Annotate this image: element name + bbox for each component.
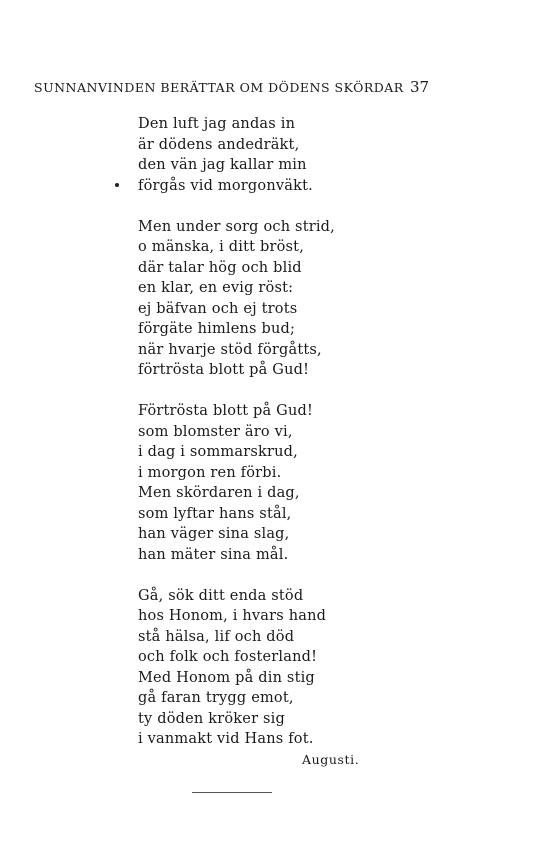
- stanza-2: [138, 217, 498, 381]
- poem-line: han väger sina slag,: [138, 526, 290, 542]
- poem-line: gå faran trygg emot,: [138, 690, 294, 706]
- poem-line: där talar hög och blid: [138, 259, 302, 276]
- poem-line: Men skördaren i dag,: [138, 485, 300, 501]
- poem-line: som lyftar hans stål,: [138, 505, 292, 522]
- poem-line: i morgon ren förbi.: [138, 464, 282, 481]
- poem-line: förgäte himlens bud;: [138, 321, 296, 337]
- page-number: 37: [410, 78, 430, 96]
- stanza-1: [138, 114, 498, 196]
- poem-line: förgås vid morgonväkt.: [138, 177, 313, 194]
- poem-line: o mänska, i ditt bröst,: [138, 239, 305, 255]
- poem: [138, 114, 498, 770]
- stanza-3: [138, 401, 498, 565]
- poem-line: när hvarje stöd förgåtts,: [138, 341, 322, 358]
- poem-line: Förtrösta blott på Gud!: [138, 403, 314, 419]
- poem-line: i dag i sommarskrud,: [138, 444, 298, 460]
- poem-signature: Augusti.: [302, 752, 360, 767]
- poem-line: han mäter sina mål.: [138, 546, 289, 563]
- poem-line: hos Honom, i hvars hand: [138, 608, 327, 624]
- poem-line: stå hälsa, lif och död: [138, 628, 295, 645]
- running-head: SUNNANVINDEN BERÄTTAR OM DÖDENS SKÖRDAR: [34, 80, 404, 95]
- poem-line: Men under sorg och strid,: [138, 218, 335, 235]
- poem-line: Den luft jag andas in: [138, 116, 296, 132]
- poem-line: Med Honom på din stig: [138, 669, 315, 686]
- poem-line: förtrösta blott på Gud!: [138, 362, 310, 378]
- margin-dot: [115, 183, 119, 187]
- poem-line: i vanmakt vid Hans fot.: [138, 731, 314, 747]
- poem-line: Gå, sök ditt enda stöd: [138, 587, 304, 604]
- stanza-4: [138, 586, 498, 750]
- poem-line: den vän jag kallar min: [138, 157, 307, 173]
- poem-line: ty döden kröker sig: [138, 710, 285, 727]
- poem-line: och folk och fosterland!: [138, 649, 318, 665]
- poem-line: en klar, en evig röst:: [138, 280, 294, 296]
- poem-line: är dödens andedräkt,: [138, 136, 300, 153]
- poem-line: som blomster äro vi,: [138, 423, 293, 440]
- end-rule: [192, 792, 272, 793]
- poem-line: ej bäfvan och ej trots: [138, 300, 298, 317]
